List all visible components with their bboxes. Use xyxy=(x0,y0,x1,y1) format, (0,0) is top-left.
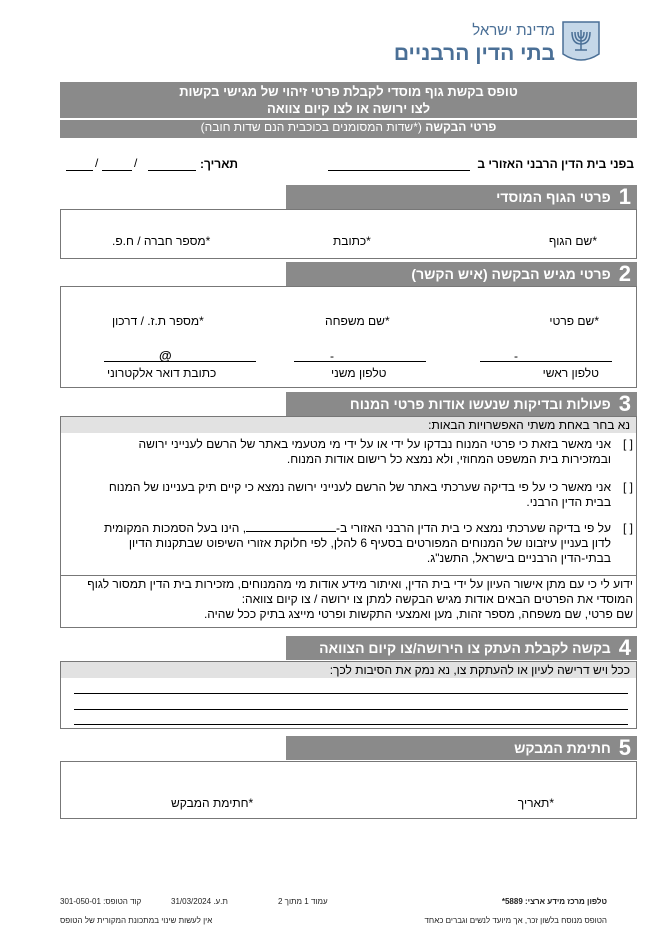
main-phone-dash: - xyxy=(514,349,518,363)
section5-number: 5 xyxy=(618,735,631,760)
email-field[interactable] xyxy=(104,361,256,362)
option3-text-a: על פי בדיקה שערכתי נמצא כי בית הדין הרבני האזורי ב- xyxy=(336,521,611,535)
section5-header xyxy=(286,736,637,760)
first-name-label[interactable]: *שם פרטי xyxy=(549,314,599,328)
section4-header xyxy=(286,636,637,660)
details-title: פרטי הבקשה xyxy=(425,120,497,134)
section3-notice-2: שם פרטי, שם משפחה, מספר זהות, מען ואמצעי התקשות ופרטי מייצג בתיק ככל שהיה. xyxy=(203,607,633,621)
date-sep-2: / xyxy=(95,156,99,170)
email-label: כתובת דואר אלקטרוני xyxy=(107,366,217,380)
footer-te: ת.ע. 31/03/2024 xyxy=(171,897,228,906)
reason-line-2[interactable] xyxy=(74,709,628,710)
option3-checkbox[interactable]: [ ] xyxy=(622,521,633,535)
section5-title: חתימת המבקש xyxy=(514,740,611,756)
date-label: תאריך: xyxy=(200,157,239,171)
secondary-phone-label: טלפון משני xyxy=(331,366,387,380)
option3-text-b: , הינו בעל הסמכות המקומית לדון בעניין עיזבונו של המנוחים המפורטים בסעיף 6 להלן, לפי חלוקת אזורי השיפוט שבתקנות הדיון בבתי-הדין הרבניים בישראל, התשנ"ג. xyxy=(103,521,611,565)
option2-checkbox[interactable]: [ ] xyxy=(622,480,633,494)
reason-line-1[interactable] xyxy=(74,693,628,694)
section3-instruction: נא בחר באחת משתי האפשרויות הבאות: xyxy=(61,417,636,433)
footer-code: קוד הטופס: 301-050-01 xyxy=(60,897,142,906)
sign-date-label[interactable]: *תאריך xyxy=(517,796,554,810)
details-note: (*שדות המסומנים בכוכבית הנם שדות חובה) xyxy=(200,120,422,134)
date-year-field[interactable] xyxy=(148,170,196,171)
option2-text: אני מאשר כי על פי בדיקה שערכתי באתר של הרשם לענייני ירושה נמצא כי קיים תיק בעניינו של המנוח בבית הדין הרבני. xyxy=(108,480,611,509)
institution-name-label[interactable]: *שם הגוף xyxy=(548,234,597,248)
applicant-signature-label[interactable]: *חתימת המבקש xyxy=(171,796,254,810)
date-month-field[interactable] xyxy=(102,170,132,171)
last-name-label[interactable]: *שם משפחה xyxy=(325,314,390,328)
section3-notice: ידוע לי כי עם מתן אישור העיון על ידי בית הדין, ואיתור מידע אודות מי מהמנוחים, מזכירות בית הדין תמסור לגוף המוסדי את הפרטים הבאים אודות מגיש הבקשה למתן צו ירושה / צו קיום צוואה: xyxy=(87,577,633,606)
section1-title: פרטי הגוף המוסדי xyxy=(496,189,611,205)
section3-title: פעולות ובדיקות שנעשו אודות פרטי המנוח xyxy=(349,396,611,412)
secondary-phone-dash: - xyxy=(330,349,334,363)
state-emblem-icon xyxy=(561,20,601,64)
reason-line-3[interactable] xyxy=(74,724,628,725)
email-at: @ xyxy=(159,348,172,363)
date-sep-1: / xyxy=(134,156,138,170)
main-phone-label: טלפון ראשי xyxy=(542,366,599,380)
secondary-phone-field[interactable] xyxy=(294,361,426,362)
option1-checkbox[interactable]: [ ] xyxy=(622,437,633,451)
section4-number: 4 xyxy=(618,635,631,660)
date-day-field[interactable] xyxy=(66,170,93,171)
option3-text xyxy=(91,521,611,566)
section1-number: 1 xyxy=(618,184,631,209)
section2-header xyxy=(286,262,637,286)
footer-phone: טלפון מרכז מידע ארצי: 5889* xyxy=(501,897,607,906)
header-state: מדינת ישראל xyxy=(472,22,555,39)
section2-title: פרטי מגיש הבקשה (איש הקשר) xyxy=(411,266,611,282)
section3-header xyxy=(286,392,637,416)
form-title-line1: טופס בקשת גוף מוסדי לקבלת פרטי זיהוי של מגישי בקשות xyxy=(179,84,518,99)
court-field[interactable] xyxy=(328,170,470,171)
section4-title: בקשה לקבלת העתק צו הירושה/צו קיום הצוואה xyxy=(319,640,611,656)
section4-prompt: ככל ויש דרישה לעיון או להעתקת צו, נא נמק את הסיבות לכך: xyxy=(61,662,636,678)
company-number-label[interactable]: *מספר חברה / ח.פ. xyxy=(112,234,211,248)
footer-page: עמוד 1 מתוך 2 xyxy=(278,897,328,906)
option1-text: אני מאשר בזאת כי פרטי המנוח נבדקו על ידי או על ידי מי מטעמי באתר של הרשם לענייני ירושה ובמזכירות בית המשפט המחוזי, ולא נמצא כל רישום אודות המנוח. xyxy=(138,437,611,466)
section1-header xyxy=(286,185,637,209)
details-bar xyxy=(60,120,637,138)
section2-number: 2 xyxy=(618,261,631,286)
court-label: בפני בית הדין הרבני האזורי ב xyxy=(477,157,634,171)
option3-court-field[interactable] xyxy=(246,521,336,532)
id-number-label[interactable]: *מספר ת.ז. / דרכון xyxy=(112,314,204,328)
form-title xyxy=(60,82,637,118)
main-phone-field[interactable] xyxy=(480,361,612,362)
footer-gender-note: הטופס מנוסח בלשון זכר, אך מיועד לנשים וגברים כאחד xyxy=(424,916,607,925)
form-title-line2: לצו ירושה או לצו קיום צוואה xyxy=(266,101,431,116)
section3-number: 3 xyxy=(618,391,631,416)
institution-address-label[interactable]: *כתובת xyxy=(333,234,371,248)
section3-divider xyxy=(61,575,636,576)
footer-no-change: אין לעשות שינוי במתכונת המקורית של הטופס xyxy=(60,916,213,925)
header-courts: בתי הדין הרבניים xyxy=(393,42,555,65)
section5-box xyxy=(60,761,637,819)
